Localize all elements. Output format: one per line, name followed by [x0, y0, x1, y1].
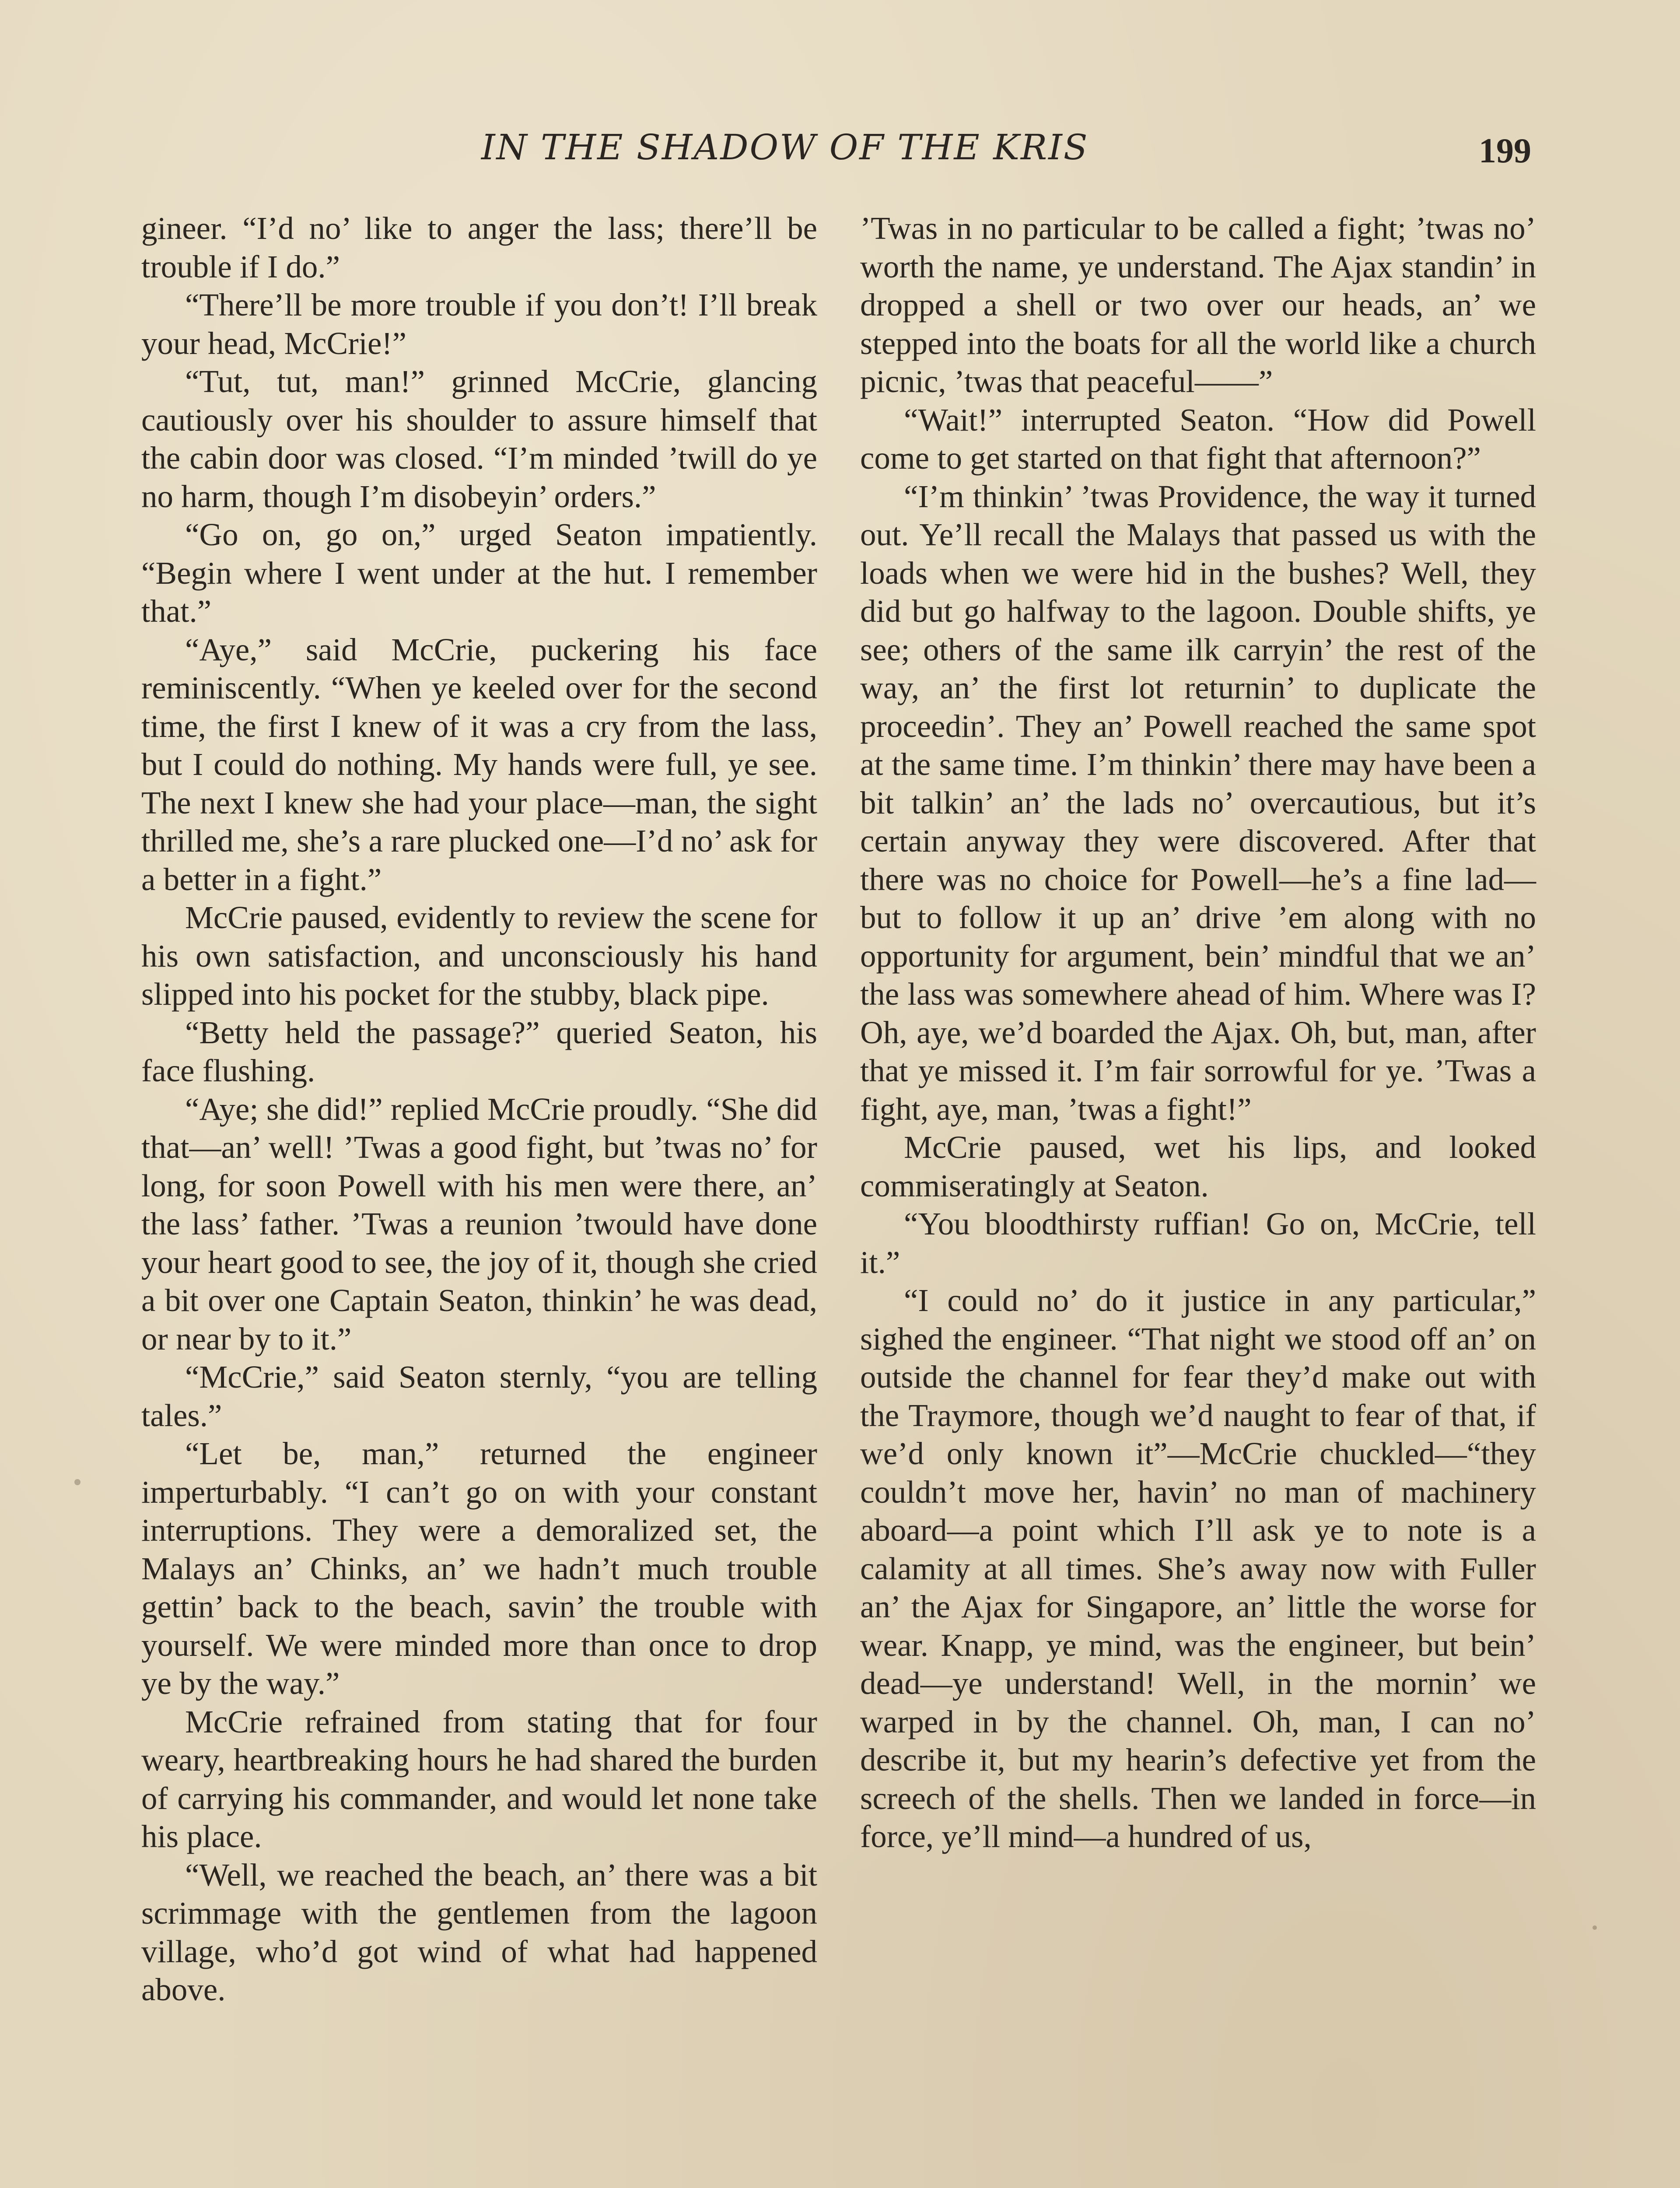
paragraph: McCrie paused, wet his lips, and looked commiseratingly at Seaton. [860, 1129, 1536, 1203]
paper-speck [1592, 1925, 1597, 1930]
paragraph: “Go on, go on,” urged Seaton impatiently. “Begin where I went under at the hut. I remember that.” [141, 517, 817, 629]
paragraph: “Let be, man,” returned the engineer imperturbably. “I can’t go on with your constant interruptions. They were a demoralized set, the Malays an’ Chinks, an’ we hadn’t much trouble gettin’ back to the beach, savin’ the trouble with yourself. We were minded more than once to drop ye by the way.” [141, 1436, 817, 1701]
paragraph: McCrie paused, evidently to review the scene for his own satisfaction, and unconsciously his hand slipped into his pocket for the stubby, black pipe. [141, 900, 817, 1012]
paragraph: gineer. “I’d no’ like to anger the lass; there’ll be trouble if I do.” [141, 210, 817, 284]
paper-speck [74, 1479, 80, 1485]
paragraph: “I could no’ do it justice in any particular,” sighed the engineer. “That night we stood off an’ on outside the channel for fear they’d make out with the Traymore, though we’d naught to fear of that, if we’d only known it”—McCrie chuckled—“they couldn’t move her, havin’ no man of machinery aboard—a point which I’ll ask ye to note is a calamity at all times. She’s away now with Fuller an’ the Ajax for Singapore, an’ little the worse for wear. Knapp, ye mind, was the engineer, but bein’ dead—ye understand! Well, in the mornin’ we warped in by the channel. Oh, man, I can no’ describe it, but my hearin’s defective yet from the screech of the shells. Then we landed in force—in force, ye’ll mind—a hundred of us, [860, 1283, 1536, 1854]
paragraph: “Tut, tut, man!” grinned McCrie, glancing cautiously over his shoulder to assure himself that the cabin door was closed. “I’m minded ’twill do ye no harm, though I’m disobeyin’ orders.” [141, 364, 817, 514]
paragraph: “Wait!” interrupted Seaton. “How did Powell come to get started on that fight that afternoon?” [860, 402, 1536, 476]
paragraph: “Aye,” said McCrie, puckering his face reminiscently. “When ye keeled over for the second time, the first I knew of it was a cry from the lass, but I could do nothing. My hands were full, ye see. The next I knew she had your place—man, the sight thrilled me, she’s a rare plucked one—I’d no’ ask for a better in a fight.” [141, 631, 817, 897]
left-text-column [141, 209, 817, 2009]
paragraph: “Aye; she did!” replied McCrie proudly. “She did that—an’ well! ’Twas a good fight, but ’twas no’ for long, for soon Powell with his men were there, an’ the lass’ father. ’Twas a reunion ’twould have done your heart good to see, the joy of it, though she cried a bit over one Captain Seaton, thinkin’ he was dead, or near by to it.” [141, 1091, 817, 1357]
right-text-column [860, 209, 1536, 1856]
paragraph: “Betty held the passage?” queried Seaton, his face flushing. [141, 1014, 817, 1088]
paragraph: “There’ll be more trouble if you don’t! I’ll break your head, McCrie!” [141, 287, 817, 361]
paragraph: “Well, we reached the beach, an’ there was a bit scrimmage with the gentlemen from the lagoon village, who’d got wind of what had happened above. [141, 1857, 817, 2007]
paragraph: “You bloodthirsty ruffian! Go on, McCrie, tell it.” [860, 1206, 1536, 1280]
paragraph: “McCrie,” said Seaton sternly, “you are telling tales.” [141, 1359, 817, 1433]
paragraph: “I’m thinkin’ ’twas Providence, the way it turned out. Ye’ll recall the Malays that passed us with the loads when we were hid in the bushes? Well, they did but go halfway to the lagoon. Double shifts, ye see; others of the same ilk carryin’ the rest of the way, an’ the first lot returnin’ to duplicate the proceedin’. They an’ Powell reached the same spot at the same time. I’m thinkin’ there may have been a bit talkin’ an’ the lads no’ overcautious, but it’s certain anyway they were discovered. After that there was no choice for Powell—he’s a fine lad—but to follow it up an’ drive ’em along with no opportunity for argument, bein’ mindful that we an’ the lass was somewhere ahead of him. Where was I? Oh, aye, we’d boarded the Ajax. Oh, but, man, after that ye missed it. I’m fair sorrowful for ye. ’Twas a fight, aye, man, ’twas a fight!” [860, 478, 1536, 1127]
running-head-title: IN THE SHADOW OF THE KRIS [481, 127, 1089, 168]
paragraph: ’Twas in no particular to be called a fight; ’twas no’ worth the name, ye understand. The Ajax standin’ in dropped a shell or two over our heads, an’ we stepped into the boats for all the world like a church picnic, ’twas that peaceful——” [860, 210, 1536, 399]
paragraph: McCrie refrained from stating that for four weary, heartbreaking hours he had shared the burden of carrying his commander, and would let none take his place. [141, 1704, 817, 1854]
page-number: 199 [1479, 132, 1531, 170]
